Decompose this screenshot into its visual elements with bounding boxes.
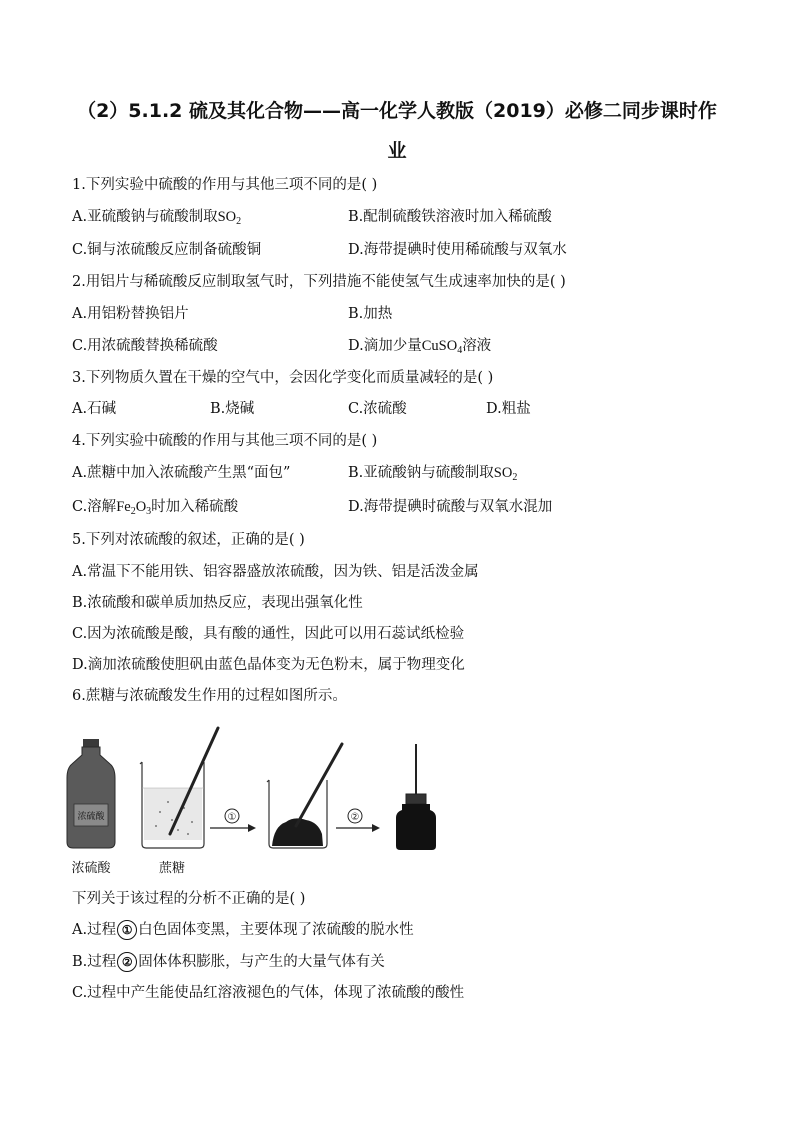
question-1-option-b: B.配制硫酸铁溶液时加入稀硫酸 — [348, 209, 552, 225]
question-1-option-d: D.海带提碘时使用稀硫酸与双氧水 — [348, 242, 567, 258]
question-4-option-a: A.蔗糖中加入浓硫酸产生黑“面包” — [72, 465, 291, 481]
question-6-stem: 6.蔗糖与浓硫酸发生作用的过程如图所示。 — [72, 688, 347, 704]
question-5-option-a: A.常温下不能用铁、铝容器盛放浓硫酸，因为铁、铝是活泼金属 — [72, 564, 479, 580]
beaker-with-sugar — [140, 728, 218, 848]
question-6-option-a: A.过程 ① 白色固体变黑，主要体现了浓硫酸的脱水性 — [72, 922, 414, 938]
sugar-acid-experiment-figure — [60, 722, 460, 884]
bottle-label: 浓硫酸 — [77, 812, 105, 822]
question-4-option-c: C.溶解$Fe_2O_3$时加入稀硫酸 — [72, 499, 239, 517]
question-2-option-d: D.滴加少量CuSO$_4$溶液 — [348, 338, 492, 356]
question-3-option-a: A.石碱 — [72, 401, 117, 417]
question-6-option-c: C.过程中产生能使品红溶液褪色的气体，体现了浓硫酸的酸性 — [72, 985, 465, 1001]
question-3-option-c: C.浓硫酸 — [348, 401, 407, 417]
question-5-option-d: D.滴加浓硫酸使胆矾由蓝色晶体变为无色粉末，属于物理变化 — [72, 657, 465, 673]
beaker-with-black-solid — [267, 744, 342, 848]
question-3-option-b: B.烧碱 — [210, 401, 255, 417]
question-2-option-c: C.用浓硫酸替换稀硫酸 — [72, 338, 218, 354]
page-title: （2）5.1.2 硫及其化合物——高一化学人教版（2019）必修二同步课时作 — [77, 100, 717, 122]
question-6-option-b: B.过程 ② 固体体积膨胀，与产生的大量气体有关 — [72, 954, 385, 970]
question-2-option-a: A.用铝粉替换铝片 — [72, 306, 189, 322]
caption-sugar: 蔗糖 — [158, 861, 186, 876]
question-4-stem: 4.下列实验中硫酸的作用与其他三项不同的是( ) — [72, 433, 378, 449]
question-3-stem: 3.下列物质久置在干燥的空气中，会因化学变化而质量减轻的是( ) — [72, 370, 494, 386]
step-1-arrow — [210, 809, 256, 832]
question-6-sub-stem: 下列关于该过程的分析不正确的是( ) — [72, 891, 306, 907]
step-2-label: ② — [350, 812, 360, 823]
question-1-option-c: C.铜与浓硫酸反应制备硫酸铜 — [72, 242, 262, 258]
question-5-option-b: B.浓硫酸和碳单质加热反应，表现出强氧化性 — [72, 595, 363, 611]
process-1-marker: ① — [117, 920, 137, 940]
question-1-option-a: A.亚硫酸钠与硫酸制取$SO_2$ — [72, 209, 242, 227]
question-1-stem: 1.下列实验中硫酸的作用与其他三项不同的是( ) — [72, 177, 378, 193]
question-5-stem: 5.下列对浓硫酸的叙述，正确的是( ) — [72, 532, 305, 548]
jar-with-expanded-solid — [396, 744, 436, 850]
process-2-marker: ② — [117, 952, 137, 972]
question-4-option-b: B.亚硫酸钠与硫酸制取$SO_2$ — [348, 465, 518, 483]
question-4-option-d: D.海带提碘时硫酸与双氧水混加 — [348, 499, 553, 515]
question-3-option-d: D.粗盐 — [486, 401, 531, 417]
step-1-label: ① — [227, 812, 237, 823]
question-2-option-b: B.加热 — [348, 306, 393, 322]
page-title-continued: 业 — [387, 140, 407, 162]
question-2-stem: 2.用铝片与稀硫酸反应制取氢气时，下列措施不能使氢气生成速率加快的是( ) — [72, 274, 566, 290]
caption-concentrated-acid: 浓硫酸 — [71, 861, 111, 876]
acid-reagent-bottle — [67, 739, 115, 848]
question-5-option-c: C.因为浓硫酸是酸，具有酸的通性，因此可以用石蕊试纸检验 — [72, 626, 465, 642]
step-2-arrow — [336, 809, 380, 832]
